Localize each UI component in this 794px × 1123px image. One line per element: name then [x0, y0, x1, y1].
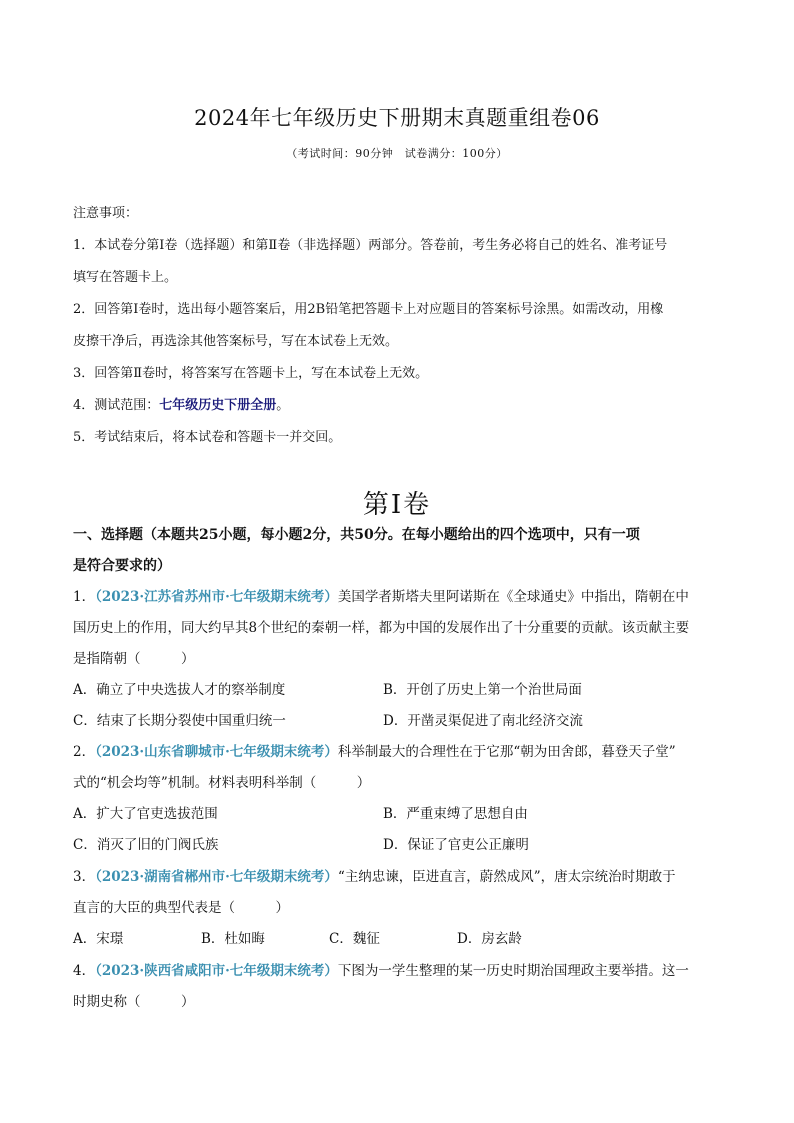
exam-subtitle: （考试时间：90分钟 试卷满分：100分）: [286, 147, 508, 160]
note-line: 5．考试结束后，将本试卷和答题卡一并交回。: [73, 430, 342, 445]
stem-text: 式的“机会均等”机制。材料表明科举制（ ）: [73, 775, 371, 791]
note-item: [73, 366, 723, 382]
option-a: A．确立了中央选拔人才的察举制度: [73, 682, 286, 698]
stem-text: 下图为一学生整理的某一历史时期治国理政主要举措。这一: [337, 963, 689, 979]
stem-text: 国历史上的作用，同大约早其8个世纪的秦朝一样，都为中国的发展作出了十分重要的贡献。该贡献主要: [73, 620, 690, 636]
note-item: [73, 430, 723, 446]
notes-heading: 注意事项：: [73, 206, 139, 221]
question-source: （2023·山东省聊城市·七年级期末统考）: [95, 744, 338, 760]
option-d: D．保证了官吏公正廉明: [383, 837, 529, 853]
section-heading: [73, 520, 723, 582]
stem-text: 直言的大臣的典型代表是（ ）: [73, 900, 289, 916]
options-row: [73, 675, 723, 706]
part-heading: 第Ⅰ卷: [362, 490, 432, 520]
question-number: 4．: [73, 963, 96, 979]
stem-text: 是指隋朝（ ）: [73, 651, 195, 667]
notes-section: [73, 206, 723, 462]
question-2: [73, 737, 723, 861]
question-stem: [73, 956, 723, 987]
option-d: D．开凿灵渠促进了南北经济交流: [383, 713, 583, 729]
option-c: C．消灭了旧的门阀氏族: [73, 837, 219, 853]
note-line: 4．测试范围：: [73, 398, 160, 413]
note-line: 1．本试卷分第Ⅰ卷（选择题）和第Ⅱ卷（非选择题）两部分。答卷前，考生务必将自己的姓名、准考证号: [73, 238, 668, 253]
option-b: B．杜如晦: [201, 931, 265, 947]
question-source: （2023·陕西省咸阳市·七年级期末统考）: [95, 963, 338, 979]
stem-text: 时期史称（ ）: [73, 994, 195, 1010]
note-line: 3．回答第Ⅱ卷时，将答案写在答题卡上，写在本试卷上无效。: [73, 366, 429, 381]
test-scope: 七年级历史下册全册: [159, 398, 277, 413]
options-row: [73, 830, 723, 861]
option-c: C．结束了长期分裂使中国重归统一: [73, 713, 286, 729]
question-source: （2023·湖南省郴州市·七年级期末统考）: [95, 869, 338, 885]
question-stem: [73, 862, 723, 893]
section-line: 一、选择题（本题共25小题，每小题2分，共50分。在每小题给出的四个选项中，只有一项: [73, 527, 640, 543]
stem-text: 科举制最大的合理性在于它那“朝为田舍郎，暮登天子堂”: [337, 744, 676, 760]
option-c: C．魏征: [329, 931, 380, 947]
options-row: [73, 924, 723, 955]
question-stem: [73, 737, 723, 768]
options-row: [73, 799, 723, 830]
question-4: [73, 956, 723, 1018]
note-line: 2．回答第Ⅰ卷时，选出每小题答案后，用2B铅笔把答题卡上对应题目的答案标号涂黑。如需改动，用橡: [73, 302, 664, 317]
question-number: 3．: [73, 869, 96, 885]
section-line: 是符合要求的）: [73, 558, 171, 574]
note-item: [73, 238, 723, 286]
option-a: A．宋璟: [73, 931, 124, 947]
option-a: A．扩大了官吏选拔范围: [73, 806, 218, 822]
note-line: 皮擦干净后，再选涂其他答案标号，写在本试卷上无效。: [73, 334, 399, 349]
stem-text: 美国学者斯塔夫里阿诺斯在《全球通史》中指出，隋朝在中: [337, 589, 689, 605]
question-1: [73, 582, 723, 737]
question-3: [73, 862, 723, 955]
question-number: 1．: [73, 589, 96, 605]
stem-text: “主纳忠谏，臣进直言，蔚然成风”，唐太宗统治时期敢于: [337, 869, 676, 885]
note-line: 填写在答题卡上。: [73, 270, 178, 285]
option-b: B．严重束缚了思想自由: [383, 806, 528, 822]
options-row: [73, 706, 723, 737]
question-source: （2023·江苏省苏州市·七年级期末统考）: [95, 589, 338, 605]
note-item: [73, 398, 723, 414]
page-title: 2024年七年级历史下册期末真题重组卷06: [194, 106, 600, 130]
note-item: [73, 302, 723, 350]
question-stem: [73, 582, 723, 613]
note-line: 。: [276, 398, 290, 413]
question-number: 2．: [73, 744, 96, 760]
option-d: D．房玄龄: [457, 931, 522, 947]
option-b: B．开创了历史上第一个治世局面: [383, 682, 582, 698]
